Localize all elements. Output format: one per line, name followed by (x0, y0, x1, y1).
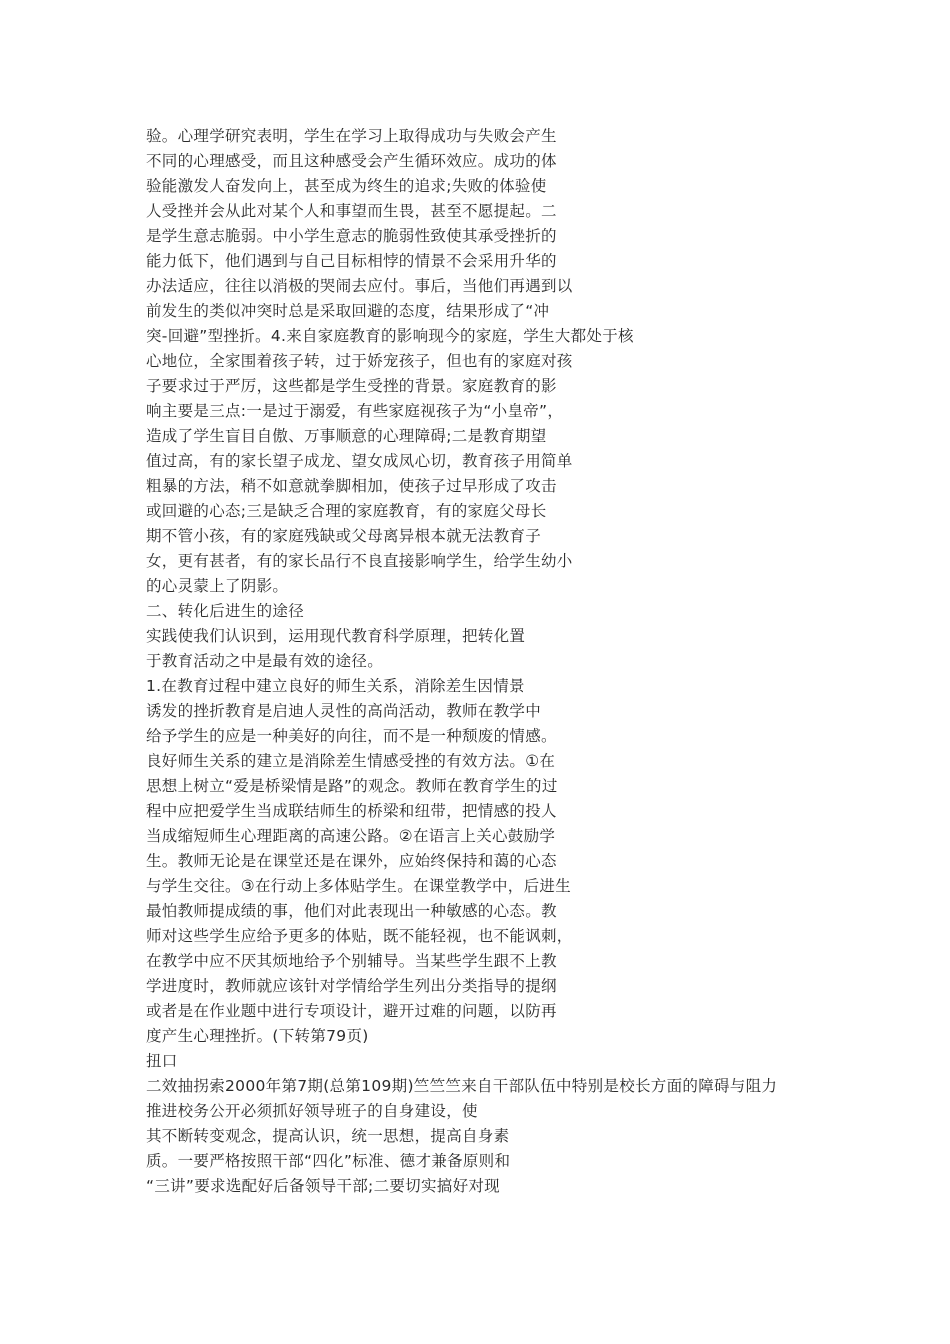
text-line: 造成了学生盲目自傲、万事顺意的心理障碍;二是教育期望 (146, 427, 547, 445)
text-line: 良好师生关系的建立是消除差生情感受挫的有效方法。①在 (146, 752, 556, 770)
text-line: 师对这些学生应给予更多的体贴，既不能轻视，也不能讽刺， (146, 927, 573, 945)
text-line: 响主要是三点:一是过于溺爱，有些家庭视孩子为“小皇帝”， (146, 402, 564, 420)
text-line: 前发生的类似冲突时总是采取回避的态度，结果形成了“冲 (146, 302, 550, 320)
text-line: 实践使我们认识到，运用现代教育科学原理，把转化置 (146, 627, 526, 645)
text-line: 子要求过于严厉，这些都是学生受挫的背景。家庭教育的影 (146, 377, 557, 395)
text-line: 当成缩短师生心理距离的高速公路。②在语言上关心鼓励学 (146, 827, 556, 845)
text-line: 学进度时，教师就应该针对学情给学生列出分类指导的提纲 (146, 977, 557, 995)
text-line: 度产生心理挫折。(下转第79页) (146, 1027, 369, 1045)
text-line: 验。心理学研究表明，学生在学习上取得成功与失败会产生 (146, 127, 557, 145)
text-line: 与学生交往。③在行动上多体贴学生。在课堂教学中，后进生 (146, 877, 571, 895)
text-line: “三讲”要求选配好后备领导干部;二要切实搞好对现 (146, 1177, 500, 1195)
text-line: 办法适应，往往以消极的哭闹去应付。事后，当他们再遇到以 (146, 277, 573, 295)
text-line: 女，更有甚者，有的家长品行不良直接影响学生，给学生幼小 (146, 552, 573, 570)
text-line: 质。一要严格按照干部“四化”标准、德才兼备原则和 (146, 1152, 511, 1170)
text-line: 生。教师无论是在课堂还是在课外，应始终保持和蔼的心态 (146, 852, 557, 870)
text-line: 程中应把爱学生当成联结师生的桥梁和纽带，把情感的投人 (146, 802, 557, 820)
text-line: 于教育活动之中是最有效的途径。 (146, 652, 384, 670)
text-line: 思想上树立“爱是桥梁情是路”的观念。教师在教育学生的过 (146, 777, 558, 795)
text-line: 扭口 (146, 1052, 178, 1070)
section-heading: 二、转化后进生的途径 (146, 602, 305, 620)
text-line: 是学生意志脆弱。中小学生意志的脆弱性致使其承受挫折的 (146, 227, 557, 245)
text-line: 值过高，有的家长望子成龙、望女成凤心切，教育孩子用简单 (146, 452, 573, 470)
text-line: 在教学中应不厌其烦地给予个别辅导。当某些学生跟不上教 (146, 952, 557, 970)
text-line: 人受挫并会从此对某个人和事望而生畏，甚至不愿提起。二 (146, 202, 557, 220)
text-line: 粗暴的方法，稍不如意就拳脚相加，使孩子过早形成了攻击 (146, 477, 557, 495)
text-line: 诱发的挫折教育是启迪人灵性的高尚活动，教师在教学中 (146, 702, 542, 720)
text-line: 心地位，全家围着孩子转，过于娇宠孩子，但也有的家庭对孩 (146, 352, 573, 370)
text-line: 不同的心理感受，而且这种感受会产生循环效应。成功的体 (146, 152, 557, 170)
text-line: 能力低下，他们遇到与自己目标相悖的情景不会采用升华的 (146, 252, 557, 270)
text-line: 给予学生的应是一种美好的向往，而不是一种颓废的情感。 (146, 727, 557, 745)
text-line: 期不管小孩，有的家庭残缺或父母离异根本就无法教育子 (146, 527, 542, 545)
text-line: 或者是在作业题中进行专项设计，避开过难的问题，以防再 (146, 1002, 557, 1020)
text-line: 验能激发人奋发向上，甚至成为终生的追求;失败的体验使 (146, 177, 547, 195)
text-line: 其不断转变观念，提高认识，统一思想，提高自身素 (146, 1127, 510, 1145)
text-line: 的心灵蒙上了阴影。 (146, 577, 289, 595)
text-line: 推进校务公开必须抓好领导班子的自身建设，使 (146, 1102, 478, 1120)
running-header-line: 二效抽拐索2000年第7期(总第109期)竺竺竺来自干部队伍中特别是校长方面的障碍与阻力 (146, 1077, 778, 1095)
text-line: 最怕教师提成绩的事，他们对此表现出一种敏感的心态。教 (146, 902, 557, 920)
text-line: 或回避的心态;三是缺乏合理的家庭教育，有的家庭父母长 (146, 502, 547, 520)
text-line: 突-回避”型挫折。4.来自家庭教育的影响现今的家庭，学生大都处于核 (146, 327, 634, 345)
text-line: 1.在教育过程中建立良好的师生关系，消除差生因情景 (146, 677, 525, 695)
body-text (146, 124, 846, 1199)
